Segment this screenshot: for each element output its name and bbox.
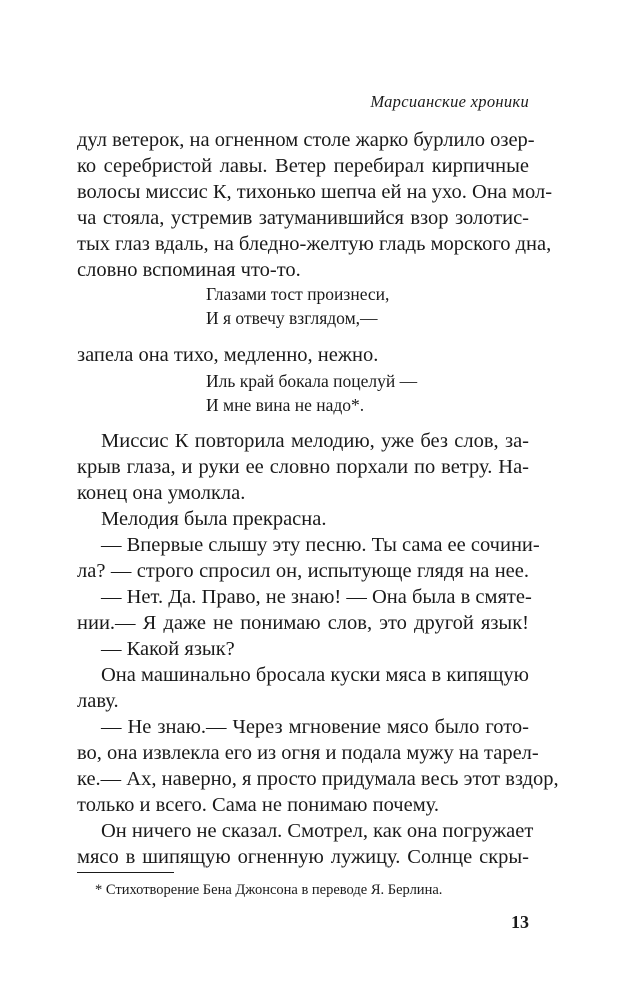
text-line: словно вспоминая что-то.: [77, 259, 301, 281]
text-line: конец она умолкла.: [77, 482, 246, 504]
text-line: дул ветерок, на огненном столе жарко бурлило озер-: [77, 129, 535, 151]
text-line: — Какой язык?: [101, 638, 235, 660]
running-head-title: Марсианские хроники: [370, 92, 529, 111]
text-line: во, она извлекла его из огня и подала мужу на тарел-: [77, 742, 539, 764]
page-number: 13: [511, 912, 529, 932]
poem-line: И мне вина не надо*.: [206, 395, 365, 415]
text-line: Он ничего не сказал. Смотрел, как она погружает: [101, 820, 534, 842]
footnote: * Стихотворение Бена Джонсона в переводе Я. Берлина.: [95, 882, 443, 898]
text-line: волосы миссис К, тихонько шепча ей на ухо. Она мол-: [77, 181, 553, 203]
text-line: ла? — строго спросил он, испытующе глядя на нее.: [77, 560, 529, 582]
text-line: нии.— Я даже не понимаю слов, это другой язык!: [77, 612, 529, 634]
text-line: только и всего. Сама не понимаю почему.: [77, 794, 439, 816]
poem-line: И я отвечу взглядом,—: [206, 308, 378, 328]
text-line: крыв глаза, и руки ее словно порхали по ветру. На-: [77, 456, 529, 478]
text-line: запела она тихо, медленно, нежно.: [77, 344, 379, 366]
text-line: — Не знаю.— Через мгновение мясо было гото-: [101, 716, 529, 738]
text-line: Миссис К повторила мелодию, уже без слов, за-: [101, 430, 529, 452]
text-line: Мелодия была прекрасна.: [101, 508, 327, 530]
text-line: мясо в шипящую огненную лужицу. Солнце скры-: [77, 846, 529, 868]
text-line: ко серебристой лавы. Ветер перебирал кирпичные: [77, 155, 529, 177]
poem-line: Глазами тост произнеси,: [206, 284, 390, 304]
footnote-divider: [77, 872, 174, 873]
text-line: тых глаз вдаль, на бледно-желтую гладь морского дна,: [77, 233, 552, 255]
text-line: — Впервые слышу эту песню. Ты сама ее сочини-: [101, 534, 540, 556]
poem-line: Иль край бокала поцелуй —: [206, 371, 418, 391]
text-line: — Нет. Да. Право, не знаю! — Она была в смяте-: [101, 586, 532, 608]
text-line: ча стояла, устремив затуманившийся взор золотис-: [77, 207, 529, 229]
text-line: Она машинально бросала куски мяса в кипящую: [101, 664, 529, 686]
text-line: лаву.: [77, 690, 119, 712]
text-line: ке.— Ах, наверно, я просто придумала весь этот вздор,: [77, 768, 559, 790]
